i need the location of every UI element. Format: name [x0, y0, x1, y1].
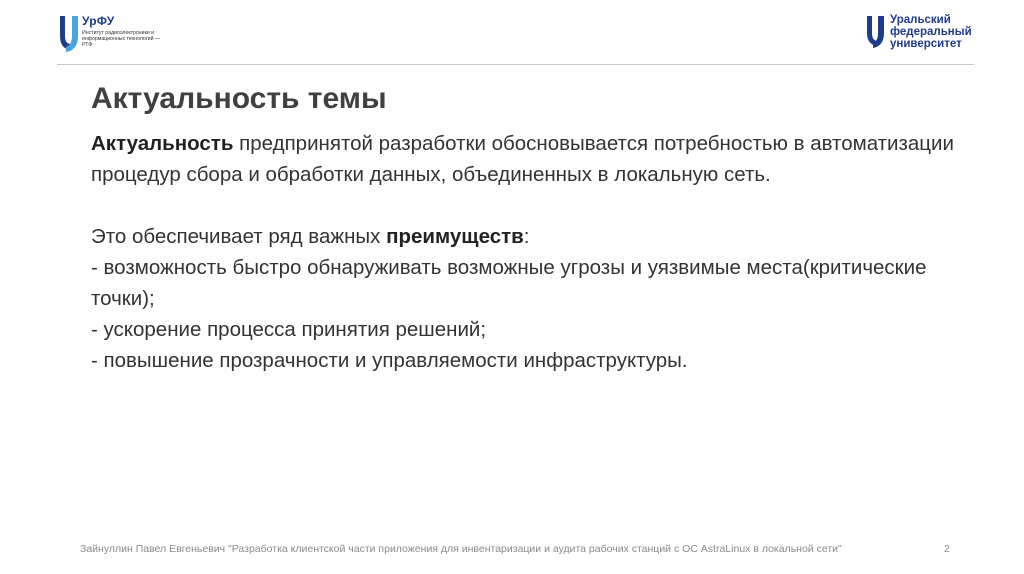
institute-name: Институт радиоэлектроники и информационных технологий — РТФ [82, 30, 161, 49]
slide-title: Актуальность темы [91, 82, 387, 115]
university-name [890, 14, 972, 50]
bold-term: Актуальность [91, 132, 234, 155]
urfu-u-logo-icon [866, 15, 886, 49]
footer-text: Зайнуллин Павел Евгеньевич "Разработка клиентской части приложения для инвентаризации и аудита рабочих станций с ОС AstraLinux в локальной сети" [80, 543, 842, 555]
paragraph-text: предпринятой разработки обосновывается потребностью в автоматизации процедур сбора и обработки данных, объединенных в локальную сеть. [91, 132, 954, 186]
university-name-line: федеральный [890, 26, 972, 38]
logo-abbreviation: УрФУ [82, 14, 115, 28]
header-divider [57, 64, 974, 65]
urfu-u-logo-icon [58, 14, 80, 54]
page-number: 2 [944, 543, 950, 555]
list-item: - возможность быстро обнаруживать возможные угрозы и уязвимые места(критические точки); [91, 256, 927, 310]
paragraph-advantages-intro: Это обеспечивает ряд важных преимуществ: [91, 225, 530, 248]
list-item: - ускорение процесса принятия решений; [91, 318, 487, 341]
urfu-university-logo [866, 14, 996, 58]
university-name-line: Уральский [890, 14, 951, 26]
slide-body [91, 128, 991, 376]
bold-term: преимуществ [386, 225, 524, 248]
urfu-institute-logo [58, 14, 168, 58]
paragraph-relevance [91, 128, 991, 190]
list-item: - повышение прозрачности и управляемости инфраструктуры. [91, 349, 688, 372]
university-name-line: университет [890, 38, 962, 50]
